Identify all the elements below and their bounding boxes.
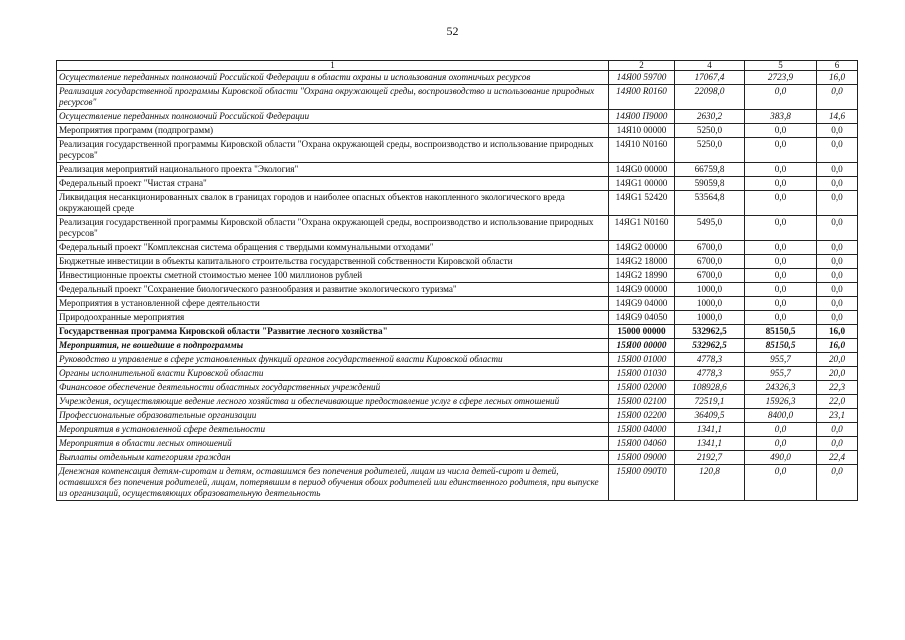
row-value-col5-cell: 85150,5: [745, 339, 817, 353]
row-code-cell: 14ЯG2 18990: [609, 269, 675, 283]
row-name-cell: Государственная программа Кировской области "Развитие лесного хозяйства": [57, 325, 609, 339]
row-value-col4-cell: 1000,0: [675, 283, 745, 297]
row-name-cell: Мероприятия в установленной сфере деятельности: [57, 297, 609, 311]
table-row: [57, 353, 858, 367]
row-name-cell: Осуществление переданных полномочий Российской Федерации: [57, 110, 609, 124]
row-name-cell: Реализация мероприятий национального проекта "Экология": [57, 163, 609, 177]
table-row: [57, 283, 858, 297]
row-code-cell: 14ЯG1 52420: [609, 191, 675, 216]
row-code-cell: 14Я00 R0160: [609, 85, 675, 110]
row-value-col6-cell: 0,0: [817, 465, 858, 501]
table-row: [57, 255, 858, 269]
table-row: [57, 437, 858, 451]
row-value-col5-cell: 955,7: [745, 367, 817, 381]
row-code-cell: 15Я00 02200: [609, 409, 675, 423]
row-value-col5-cell: 2723,9: [745, 71, 817, 85]
row-value-col6-cell: 0,0: [817, 423, 858, 437]
column-header: 5: [745, 61, 817, 71]
row-name-cell: Выплаты отдельным категориям граждан: [57, 451, 609, 465]
row-value-col5-cell: 24326,3: [745, 381, 817, 395]
row-value-col4-cell: 4778,3: [675, 353, 745, 367]
row-value-col6-cell: 23,1: [817, 409, 858, 423]
row-value-col5-cell: 0,0: [745, 423, 817, 437]
row-code-cell: 14Я10 N0160: [609, 138, 675, 163]
row-name-cell: Федеральный проект "Чистая страна": [57, 177, 609, 191]
table-row: [57, 367, 858, 381]
row-value-col5-cell: 0,0: [745, 465, 817, 501]
row-value-col6-cell: 20,0: [817, 353, 858, 367]
row-value-col5-cell: 0,0: [745, 297, 817, 311]
row-value-col5-cell: 0,0: [745, 241, 817, 255]
row-value-col4-cell: 1341,1: [675, 423, 745, 437]
row-name-cell: Реализация государственной программы Кировской области "Охрана окружающей среды, воспроизводство и использование природных ресурсов": [57, 216, 609, 241]
row-code-cell: 15000 00000: [609, 325, 675, 339]
row-value-col5-cell: 0,0: [745, 216, 817, 241]
column-header: 6: [817, 61, 858, 71]
table-row: [57, 241, 858, 255]
row-value-col4-cell: 5250,0: [675, 124, 745, 138]
row-name-cell: Мероприятия в области лесных отношений: [57, 437, 609, 451]
row-value-col6-cell: 22,0: [817, 395, 858, 409]
table-header-row: [57, 61, 858, 71]
row-name-cell: Финансовое обеспечение деятельности областных государственных учреждений: [57, 381, 609, 395]
row-code-cell: 14Я10 00000: [609, 124, 675, 138]
row-value-col6-cell: 0,0: [817, 191, 858, 216]
row-code-cell: 15Я00 04000: [609, 423, 675, 437]
row-value-col4-cell: 2630,2: [675, 110, 745, 124]
row-code-cell: 14ЯG2 18000: [609, 255, 675, 269]
row-value-col4-cell: 1000,0: [675, 297, 745, 311]
row-value-col5-cell: 0,0: [745, 138, 817, 163]
row-value-col6-cell: 0,0: [817, 437, 858, 451]
row-value-col5-cell: 0,0: [745, 255, 817, 269]
row-value-col4-cell: 66759,8: [675, 163, 745, 177]
row-value-col4-cell: 5250,0: [675, 138, 745, 163]
row-value-col5-cell: 15926,3: [745, 395, 817, 409]
row-name-cell: Ликвидация несанкционированных свалок в границах городов и наиболее опасных объектов накопленного экологического вреда окружающей среде: [57, 191, 609, 216]
table-row: [57, 110, 858, 124]
row-value-col6-cell: 0,0: [817, 124, 858, 138]
row-code-cell: 14Я00 П9000: [609, 110, 675, 124]
row-value-col4-cell: 22098,0: [675, 85, 745, 110]
row-value-col4-cell: 36409,5: [675, 409, 745, 423]
row-value-col5-cell: 0,0: [745, 177, 817, 191]
row-value-col4-cell: 6700,0: [675, 241, 745, 255]
row-value-col6-cell: 14,6: [817, 110, 858, 124]
row-value-col6-cell: 0,0: [817, 311, 858, 325]
table-row: [57, 451, 858, 465]
row-value-col5-cell: 0,0: [745, 163, 817, 177]
row-value-col4-cell: 72519,1: [675, 395, 745, 409]
row-name-cell: Федеральный проект "Комплексная система обращения с твердыми коммунальными отходами": [57, 241, 609, 255]
row-name-cell: Реализация государственной программы Кировской области "Охрана окружающей среды, воспроизводство и использование природных ресурсов": [57, 138, 609, 163]
row-value-col5-cell: 0,0: [745, 124, 817, 138]
row-code-cell: 15Я00 00000: [609, 339, 675, 353]
table-row: [57, 177, 858, 191]
table-row: [57, 297, 858, 311]
row-value-col4-cell: 4778,3: [675, 367, 745, 381]
row-value-col5-cell: 383,8: [745, 110, 817, 124]
table-row: [57, 191, 858, 216]
row-name-cell: Реализация государственной программы Кировской области "Охрана окружающей среды, воспроизводство и использование природных ресурсов": [57, 85, 609, 110]
row-value-col5-cell: 8400,0: [745, 409, 817, 423]
table-row: [57, 71, 858, 85]
row-value-col4-cell: 532962,5: [675, 339, 745, 353]
row-name-cell: Природоохранные мероприятия: [57, 311, 609, 325]
row-value-col6-cell: 20,0: [817, 367, 858, 381]
row-value-col5-cell: 0,0: [745, 85, 817, 110]
row-value-col4-cell: 17067,4: [675, 71, 745, 85]
row-name-cell: Руководство и управление в сфере установленных функций органов государственной власти Кировской области: [57, 353, 609, 367]
row-code-cell: 14ЯG0 00000: [609, 163, 675, 177]
row-value-col5-cell: 490,0: [745, 451, 817, 465]
row-value-col6-cell: 0,0: [817, 85, 858, 110]
row-code-cell: 14Я00 59700: [609, 71, 675, 85]
row-value-col4-cell: 2192,7: [675, 451, 745, 465]
row-value-col6-cell: 0,0: [817, 255, 858, 269]
table-row: [57, 381, 858, 395]
row-name-cell: Денежная компенсация детям-сиротам и детям, оставшимся без попечения родителей, лицам из числа детей-сирот и детей, оставшихся без попечения родителей, лицам, потерявшим в период обучения обоих родителей или единственного родителя, при выпуске из организаций, осуществляющих образовательную деятельность: [57, 465, 609, 501]
row-code-cell: 15Я00 01000: [609, 353, 675, 367]
row-code-cell: 14ЯG9 00000: [609, 283, 675, 297]
row-code-cell: 15Я00 02100: [609, 395, 675, 409]
row-value-col6-cell: 0,0: [817, 269, 858, 283]
row-name-cell: Учреждения, осуществляющие ведение лесного хозяйства и обеспечивающие предоставление услуг в сфере лесных отношений: [57, 395, 609, 409]
row-value-col5-cell: 85150,5: [745, 325, 817, 339]
row-value-col5-cell: 0,0: [745, 269, 817, 283]
row-name-cell: Осуществление переданных полномочий Российской Федерации в области охраны и использования охотничьих ресурсов: [57, 71, 609, 85]
table-row: [57, 409, 858, 423]
row-code-cell: 15Я00 09000: [609, 451, 675, 465]
row-value-col5-cell: 955,7: [745, 353, 817, 367]
page-number: 52: [446, 24, 459, 38]
table-row: [57, 423, 858, 437]
table-row: [57, 216, 858, 241]
row-name-cell: Федеральный проект "Сохранение биологического разнообразия и развитие экологического туризма": [57, 283, 609, 297]
row-value-col5-cell: 0,0: [745, 191, 817, 216]
row-name-cell: Инвестиционные проекты сметной стоимостью менее 100 миллионов рублей: [57, 269, 609, 283]
row-code-cell: 14ЯG9 04050: [609, 311, 675, 325]
row-code-cell: 14ЯG9 04000: [609, 297, 675, 311]
row-value-col5-cell: 0,0: [745, 283, 817, 297]
row-value-col6-cell: 0,0: [817, 283, 858, 297]
table-row: [57, 163, 858, 177]
row-value-col6-cell: 16,0: [817, 325, 858, 339]
row-code-cell: 15Я00 090Т0: [609, 465, 675, 501]
row-value-col4-cell: 1341,1: [675, 437, 745, 451]
table-row: [57, 124, 858, 138]
table-row: [57, 138, 858, 163]
budget-table-body: [57, 61, 858, 501]
table-row: [57, 339, 858, 353]
row-name-cell: Мероприятия программ (подпрограмм): [57, 124, 609, 138]
row-code-cell: 15Я00 04060: [609, 437, 675, 451]
row-value-col6-cell: 0,0: [817, 297, 858, 311]
row-value-col6-cell: 22,3: [817, 381, 858, 395]
row-value-col4-cell: 53564,8: [675, 191, 745, 216]
row-value-col6-cell: 0,0: [817, 138, 858, 163]
row-name-cell: Профессиональные образовательные организации: [57, 409, 609, 423]
budget-table: [56, 60, 858, 501]
table-row: [57, 395, 858, 409]
row-value-col4-cell: 5495,0: [675, 216, 745, 241]
table-row: [57, 269, 858, 283]
row-code-cell: 14ЯG1 N0160: [609, 216, 675, 241]
row-name-cell: Органы исполнительной власти Кировской области: [57, 367, 609, 381]
row-value-col4-cell: 59059,8: [675, 177, 745, 191]
row-code-cell: 15Я00 02000: [609, 381, 675, 395]
row-value-col4-cell: 532962,5: [675, 325, 745, 339]
column-header: 4: [675, 61, 745, 71]
row-name-cell: Мероприятия, не вошедшие в подпрограммы: [57, 339, 609, 353]
row-value-col4-cell: 1000,0: [675, 311, 745, 325]
row-value-col6-cell: 0,0: [817, 163, 858, 177]
row-value-col5-cell: 0,0: [745, 437, 817, 451]
table-row: [57, 311, 858, 325]
row-name-cell: Мероприятия в установленной сфере деятельности: [57, 423, 609, 437]
table-row: [57, 465, 858, 501]
row-value-col6-cell: 16,0: [817, 339, 858, 353]
row-code-cell: 15Я00 01030: [609, 367, 675, 381]
row-value-col6-cell: 0,0: [817, 177, 858, 191]
row-value-col6-cell: 22,4: [817, 451, 858, 465]
row-value-col6-cell: 16,0: [817, 71, 858, 85]
row-value-col6-cell: 0,0: [817, 216, 858, 241]
row-value-col4-cell: 120,8: [675, 465, 745, 501]
row-value-col4-cell: 6700,0: [675, 269, 745, 283]
row-value-col4-cell: 6700,0: [675, 255, 745, 269]
row-value-col4-cell: 108928,6: [675, 381, 745, 395]
table-row: [57, 85, 858, 110]
row-name-cell: Бюджетные инвестиции в объекты капитального строительства государственной собственности Кировской области: [57, 255, 609, 269]
column-header: 1: [57, 61, 609, 71]
row-value-col6-cell: 0,0: [817, 241, 858, 255]
table-row: [57, 325, 858, 339]
column-header: 2: [609, 61, 675, 71]
row-code-cell: 14ЯG1 00000: [609, 177, 675, 191]
row-value-col5-cell: 0,0: [745, 311, 817, 325]
row-code-cell: 14ЯG2 00000: [609, 241, 675, 255]
